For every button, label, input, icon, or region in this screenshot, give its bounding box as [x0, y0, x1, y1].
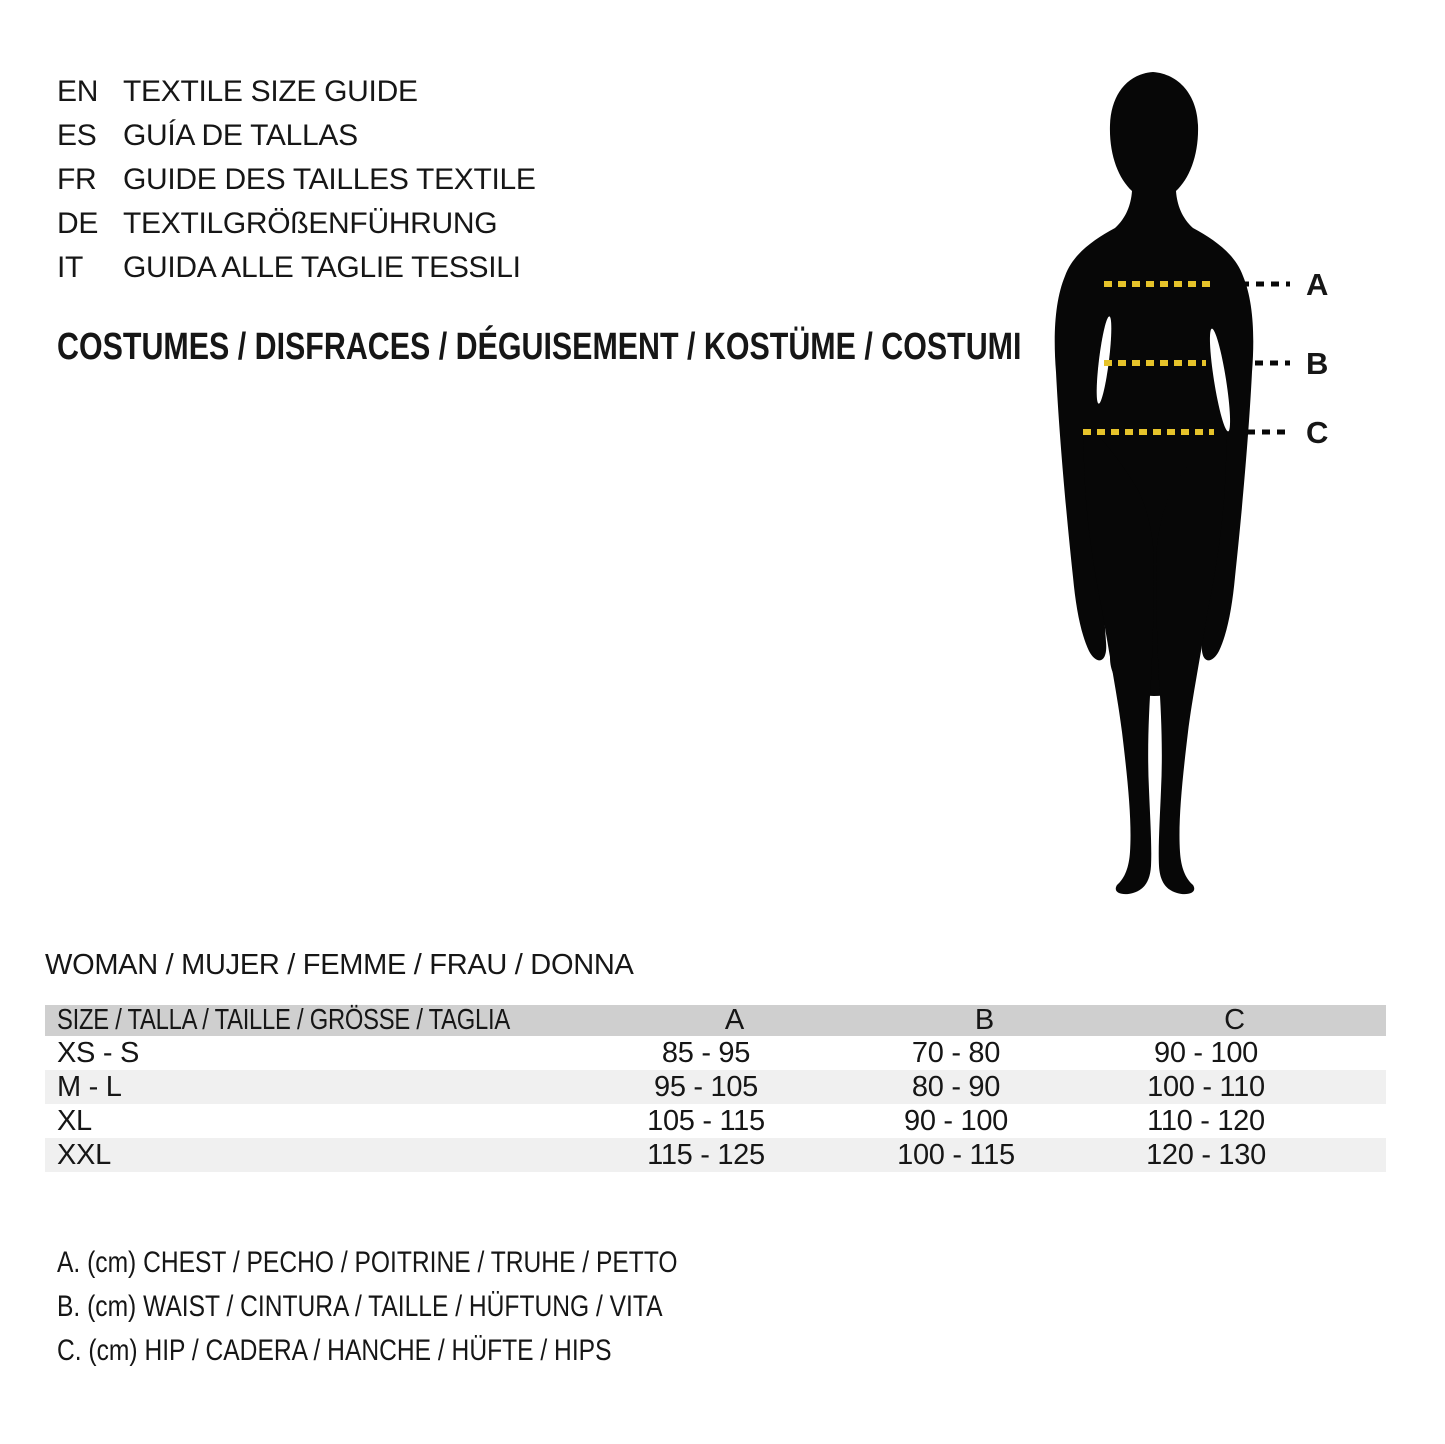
size-table-header-col-a: A [724, 1004, 744, 1036]
language-row-es [57, 114, 536, 158]
language-row-it [57, 246, 536, 290]
language-code: EN [57, 75, 99, 108]
language-label: GUIDE DES TAILLES TEXTILE [123, 163, 536, 196]
legend-line-a: A. (cm) CHEST / PECHO / POITRINE / TRUHE / PETTO [57, 1246, 678, 1279]
waist-cell: 70 - 80 [911, 1037, 1001, 1069]
size-table-header-col-c: C [1224, 1004, 1245, 1036]
size-table-header-col-b: B [974, 1004, 994, 1036]
language-row-en [57, 70, 536, 114]
hip-cell: 90 - 100 [1153, 1037, 1258, 1069]
section-title-woman: WOMAN / MUJER / FEMME / FRAU / DONNA [45, 949, 634, 981]
measure-label-c: C [1306, 415, 1329, 450]
size-cell: XS - S [57, 1037, 139, 1069]
woman-silhouette-svg [1020, 70, 1310, 900]
language-label: TEXTILE SIZE GUIDE [123, 75, 418, 108]
size-cell: XL [57, 1105, 92, 1137]
chest-cell: 105 - 115 [647, 1105, 765, 1137]
language-list [57, 70, 536, 290]
legend-line-b: B. (cm) WAIST / CINTURA / TAILLE / HÜFTUNG / VITA [57, 1290, 663, 1323]
hip-cell: 120 - 130 [1146, 1139, 1266, 1171]
legend-line-c: C. (cm) HIP / CADERA / HANCHE / HÜFTE / HIPS [57, 1334, 612, 1367]
measure-label-a: A [1306, 267, 1329, 302]
size-cell: M - L [57, 1071, 122, 1103]
size-table [45, 1005, 1386, 1172]
language-row-fr [57, 158, 536, 202]
table-row-xs-s [45, 1036, 1386, 1070]
hip-cell: 100 - 110 [1147, 1071, 1265, 1103]
waist-cell: 100 - 115 [897, 1139, 1015, 1171]
measurement-figure [1020, 70, 1310, 900]
size-table-header-size: SIZE / TALLA / TAILLE / GRÖSSE / TAGLIA [57, 1004, 510, 1036]
table-row-xxl [45, 1138, 1386, 1172]
size-cell: XXL [57, 1139, 111, 1171]
chest-cell: 95 - 105 [653, 1071, 758, 1103]
language-row-de [57, 202, 536, 246]
hip-cell: 110 - 120 [1147, 1105, 1265, 1137]
chest-cell: 115 - 125 [647, 1139, 765, 1171]
measure-label-b: B [1306, 346, 1329, 381]
language-code: ES [57, 119, 97, 152]
language-label: GUIDA ALLE TAGLIE TESSILI [123, 251, 521, 284]
table-row-m-l [45, 1070, 1386, 1104]
size-table-header-row [45, 1005, 1386, 1036]
language-code: DE [57, 207, 99, 240]
language-code: IT [57, 251, 84, 284]
waist-cell: 90 - 100 [903, 1105, 1008, 1137]
chest-cell: 85 - 95 [661, 1037, 751, 1069]
language-label: GUÍA DE TALLAS [123, 119, 358, 152]
waist-cell: 80 - 90 [911, 1071, 1001, 1103]
table-row-xl [45, 1104, 1386, 1138]
language-label: TEXTILGRÖßENFÜHRUNG [123, 207, 498, 240]
language-code: FR [57, 163, 97, 196]
category-title-text: COSTUMES / DISFRACES / DÉGUISEMENT / KOSTÜME / COSTUMI [57, 326, 1022, 368]
measurement-legend [57, 1241, 814, 1373]
